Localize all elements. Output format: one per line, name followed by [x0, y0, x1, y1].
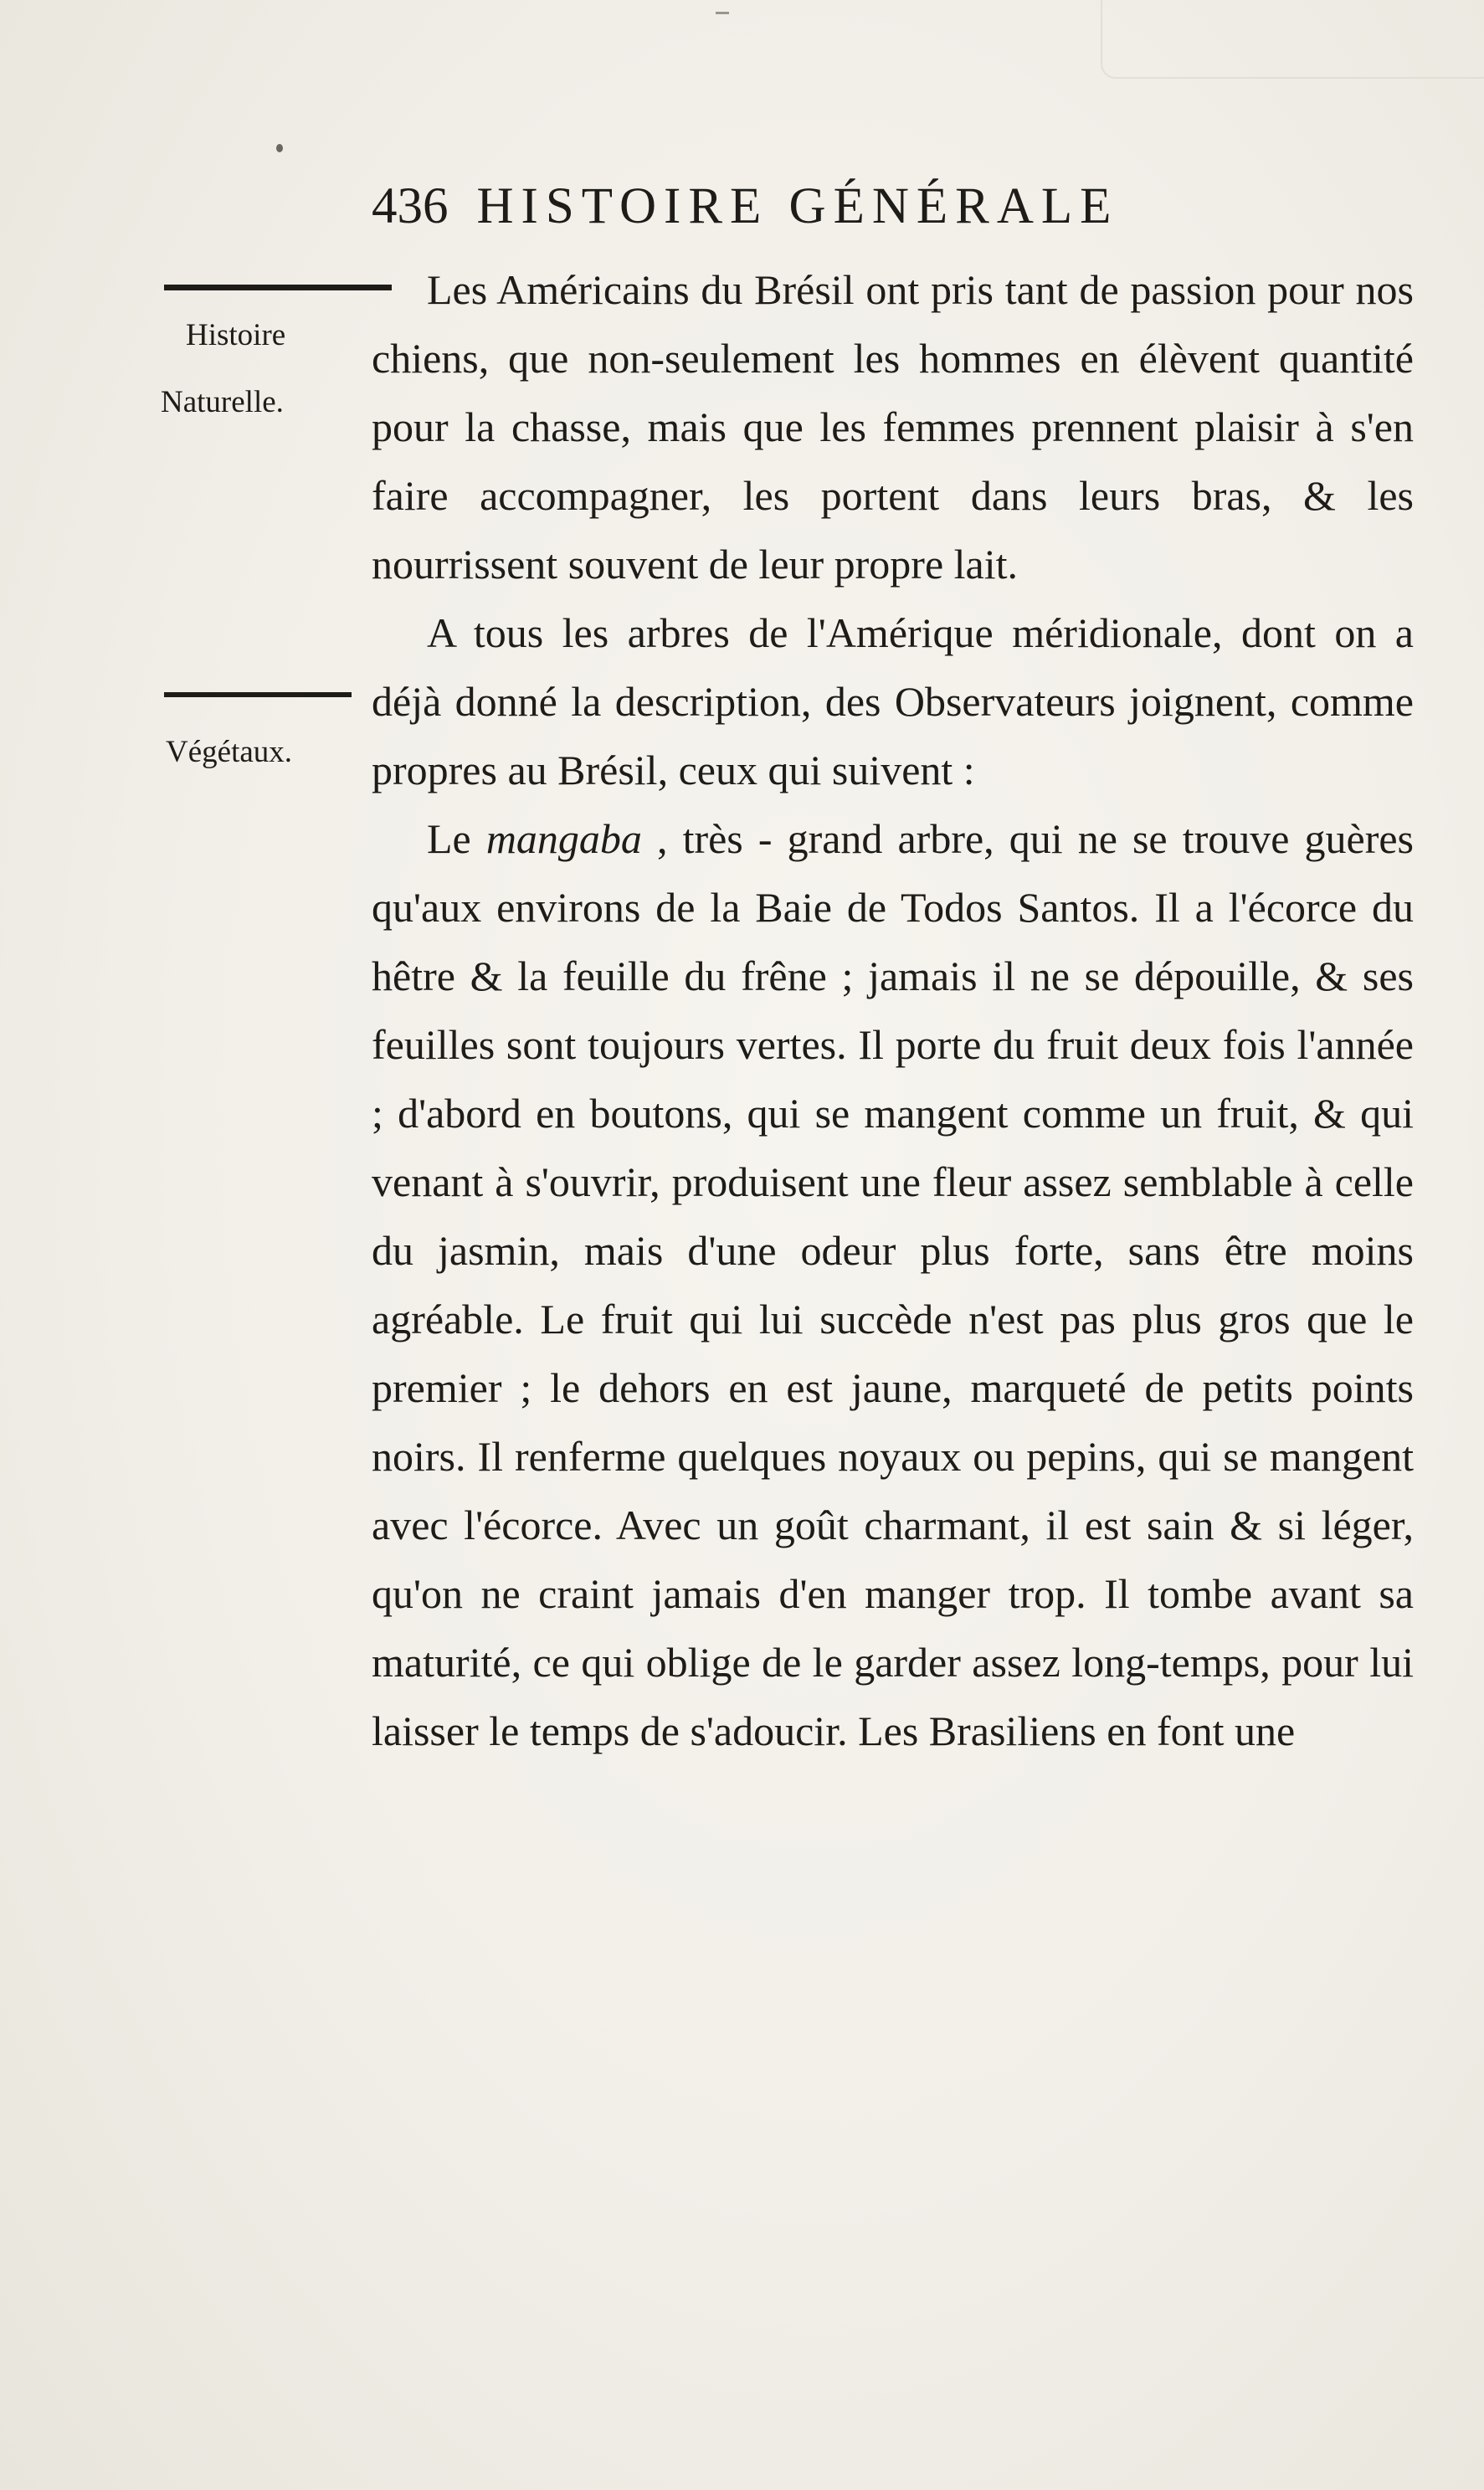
paragraph-lead: Le [427, 815, 471, 862]
running-header [372, 177, 1376, 236]
running-title: HISTOIRE GÉNÉRALE [476, 178, 1119, 234]
margin-note-line: Naturelle. [161, 385, 284, 419]
library-stamp [1101, 0, 1484, 79]
paragraph: A tous les arbres de l'Amérique méridionale, dont on a déjà donné la description, des Observateurs joignent, comme propres au Brésil, ceux qui suivent : [372, 609, 1414, 793]
margin-rule [164, 692, 352, 697]
plant-name: mangaba [485, 815, 642, 862]
main-text [372, 255, 1414, 1765]
paragraph [372, 804, 1414, 1765]
ink-speck [276, 144, 283, 152]
margin-rule [164, 285, 392, 290]
paragraph: Les Américains du Brésil ont pris tant de passion pour nos chiens, que non-seulement les hommes en élèvent quantité pour la chasse, mais que les femmes prennent plaisir à s'en faire accompagner, les portent dans leurs bras, & les nourrissent souvent de leur propre lait. [372, 266, 1414, 588]
paragraph-rest: , très - grand arbre, qui ne se trouve guères qu'aux environs de la Baie de Todos Santos. Il a l'écorce du hêtre & la feuille du frêne ; jamais il ne se dépouille, & ses feuilles sont toujours vertes. Il porte du fruit deux fois l'année ; d'abord en boutons, qui se mangent comme un fruit, & qui venant à s'ouvrir, produisent une fleur assez semblable à celle du jasmin, mais d'une odeur plus forte, sans être moins agréable. Le fruit qui lui succède n'est pas plus gros que le premier ; le dehors en est jaune, marqueté de petits points noirs. Il renferme quelques noyaux ou pepins, qui se mangent avec l'écorce. Avec un goût charmant, il est sain & si léger, qu'on ne craint jamais d'en manger trop. Il tombe avant sa maturité, ce qui oblige de le garder assez long-temps, pour lui laisser le temps de s'adoucir. Les Brasiliens en font une [372, 815, 1414, 1754]
margin-note-line: Végétaux. [166, 735, 293, 769]
page-number: 436 [372, 178, 449, 234]
ink-mark [716, 12, 729, 14]
margin-note-line: Histoire [186, 318, 286, 352]
